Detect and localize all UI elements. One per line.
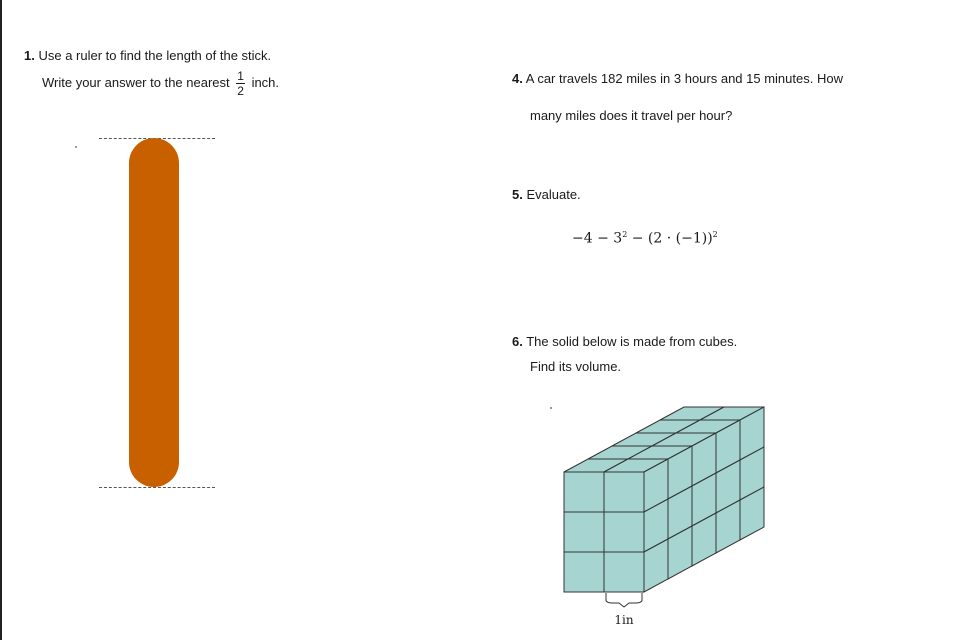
fraction-denominator: 2 [237, 84, 244, 98]
question-6-number: 6. [512, 334, 523, 349]
expression-part-b: − (2 · (−1)) [627, 230, 713, 247]
question-4-text: A car travels 182 miles in 3 hours and 15 minutes. How [525, 71, 843, 86]
question-1-number: 1. [24, 48, 35, 63]
question-4-number: 4. [512, 71, 523, 86]
question-5-text: Evaluate. [526, 187, 581, 202]
question-6-text: The solid below is made from cubes. [526, 334, 738, 349]
fraction-numerator: 1 [237, 69, 244, 83]
unit-brace [606, 593, 642, 607]
cube-front-face [564, 552, 604, 592]
question-1-text: Use a ruler to find the length of the stick. [38, 48, 272, 63]
question-1-instruction: Write your answer to the nearest [42, 74, 230, 90]
cube-front-face [604, 512, 644, 552]
question-1-unit: inch. [251, 74, 280, 90]
question-5-number: 5. [512, 187, 523, 202]
cube-front-face [564, 512, 604, 552]
exponent-b: 2 [712, 230, 718, 239]
cube-grid [564, 407, 764, 592]
cube-front-face [604, 552, 644, 592]
cube-solid-diagram [2, 0, 960, 640]
exponent-a: 2 [622, 230, 628, 239]
question-6-line-2: Find its volume. [530, 359, 622, 374]
cube-front-face [564, 472, 604, 512]
expression-part-a: −4 − 3 [572, 230, 623, 247]
unit-label: 1in [614, 613, 634, 627]
cube-front-face [604, 472, 644, 512]
question-4-line-2: many miles does it travel per hour? [530, 108, 733, 123]
